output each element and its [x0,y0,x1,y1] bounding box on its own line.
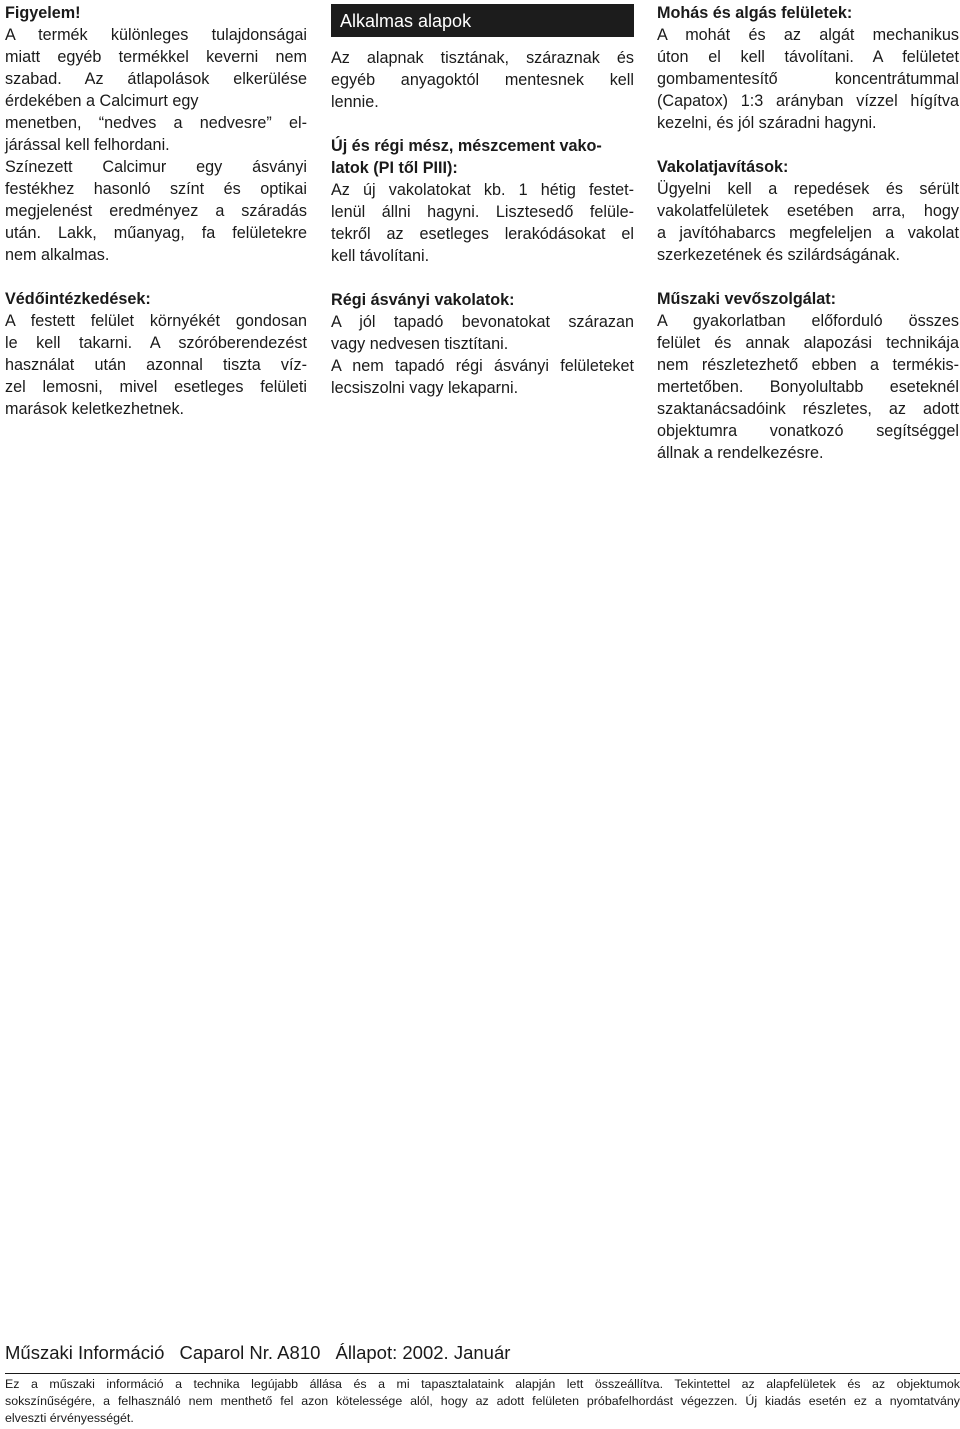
section-uj-regi [331,135,634,267]
footer-title [5,1341,960,1365]
heading-vakolatjavitasok: Vakolatjavítások: [657,158,789,176]
text-line: használat után azonnal tiszta víz- [5,356,307,374]
text-line: Színezett Calcimur egy ásványi [5,158,307,176]
column-right [657,2,959,486]
section-figyelem [5,2,307,266]
disclaimer-line: elveszti érvényességét. [5,1411,134,1425]
text-line: állnak a rendelkezésre. [657,444,824,462]
text-line: A jól tapadó bevonatokat szárazan [331,313,634,331]
text-line: A festett felület környékét gondosan [5,312,307,330]
heading-line: latok (PI től PIII): [331,159,458,177]
page-footer [5,1341,960,1427]
heading-mohas: Mohás és algás felületek: [657,4,853,22]
section-intro [331,47,634,113]
paragraph-muszaki-vevoszolgalat [657,310,959,464]
heading-regi-asvanyi: Régi ásványi vakolatok: [331,291,515,309]
text-line: festékhez hasonló színt és optikai [5,180,307,198]
text-line: Az alapnak tisztának, száraznak és [331,49,634,67]
paragraph-intro [331,47,634,113]
text-line: érdekében a Calcimurt egy [5,92,199,110]
text-line: kezelni, és jól száradni hagyni. [657,114,877,132]
text-line: (Capatox) 1:3 arányban vízzel hígítva [657,92,959,110]
heading-vedointezkedesek: Védőintézkedések: [5,290,151,308]
text-line: menetben, “nedves a nedvesre” el- [5,114,307,132]
disclaimer-line: sokszínűségére, a felhasználó nem menthető fel azon kötelessége alól, hogy az adott felületen próbafelhordást végezzen. Új kiadás esetén ez a nyomtatvány [5,1394,960,1408]
text-line: A termék különleges tulajdonságai [5,26,307,44]
heading-figyelem: Figyelem! [5,4,81,22]
text-line: egyéb anyagoktól mentesnek kell [331,71,634,89]
paragraph-uj-regi [331,179,634,267]
footer-status-date: Állapot: 2002. Január [335,1342,511,1363]
paragraph-figyelem [5,24,307,266]
text-line: objektumra vonatkozó segítséggel [657,422,959,440]
text-line: le kell takarni. A szóróberendezést [5,334,307,352]
heading-muszaki-vevoszolgalat: Műszaki vevőszolgálat: [657,290,837,308]
heading-line: Új és régi mész, mészcement vako- [331,137,602,155]
text-line: felület és annak alapozási technikája [657,334,959,352]
text-line: lennie. [331,93,379,111]
text-line: szerkezetének és szilárdságának. [657,246,900,264]
text-line: Ügyelni kell a repedések és sérült [657,180,959,198]
text-line: vakolatfelületek esetében arra, hogy [657,202,959,220]
footer-divider [5,1373,960,1374]
text-line: A mohát és az algát mechanikus [657,26,959,44]
text-line: vagy nedvesen tisztítani. [331,335,509,353]
text-line: kell távolítani. [331,247,430,265]
text-line: tekről az esetleges lerakódásokat el [331,225,634,243]
section-regi-asvanyi [331,289,634,399]
text-line: lenül állni hagyni. Lisztesedő felüle- [331,203,634,221]
text-line: Az új vakolatokat kb. 1 hétig festet- [331,181,634,199]
section-banner: Alkalmas alapok [331,4,634,37]
text-line: mertetőben. Bonyolultabb eseteknél [657,378,959,396]
text-line: A gyakorlatban előforduló összes [657,312,959,330]
section-vedointezkedesek [5,288,307,420]
column-middle [331,2,634,421]
text-line: lecsiszolni vagy lekaparni. [331,379,519,397]
section-mohas [657,2,959,134]
paragraph-regi-asvanyi [331,311,634,399]
text-line: nem alkalmas. [5,246,110,264]
paragraph-mohas [657,24,959,134]
section-vakolatjavitasok [657,156,959,266]
text-line: gombamentesítő koncentrátummal [657,70,959,88]
text-line: marások keletkezhetnek. [5,400,185,418]
text-line: szabad. Az átlapolások elkerülése [5,70,307,88]
footer-doc-type: Műszaki Információ [5,1342,165,1363]
text-line: miatt egyéb termékkel keverni nem [5,48,307,66]
footer-disclaimer [5,1376,960,1427]
footer-product-number: Caparol Nr. A810 [179,1342,321,1363]
section-muszaki-vevoszolgalat [657,288,959,464]
heading-uj-regi [331,135,634,179]
disclaimer-line: Ez a műszaki információ a technika legújabb állása és a mi tapasztalataink alapján lett összeállítva. Tekintettel az alapfelületek és az objektumok [5,1377,960,1391]
text-line: után. Lakk, műanyag, fa felületekre [5,224,307,242]
text-line: szaktanácsadóink részletes, az adott [657,400,959,418]
text-line: A nem tapadó régi ásványi felületeket [331,357,634,375]
column-left [5,2,307,442]
paragraph-vakolatjavitasok [657,178,959,266]
text-line: úton el kell távolítani. A felületet [657,48,959,66]
text-line: járással kell felhordani. [5,136,170,154]
text-line: a javítóhabarcs megfeleljen a vakolat [657,224,959,242]
paragraph-vedointezkedesek [5,310,307,420]
text-line: nem részletezhető ebben a termékis- [657,356,959,374]
text-line: megjelenést eredményez a száradás [5,202,307,220]
text-line: zel lemosni, mivel esetleges felületi [5,378,307,396]
